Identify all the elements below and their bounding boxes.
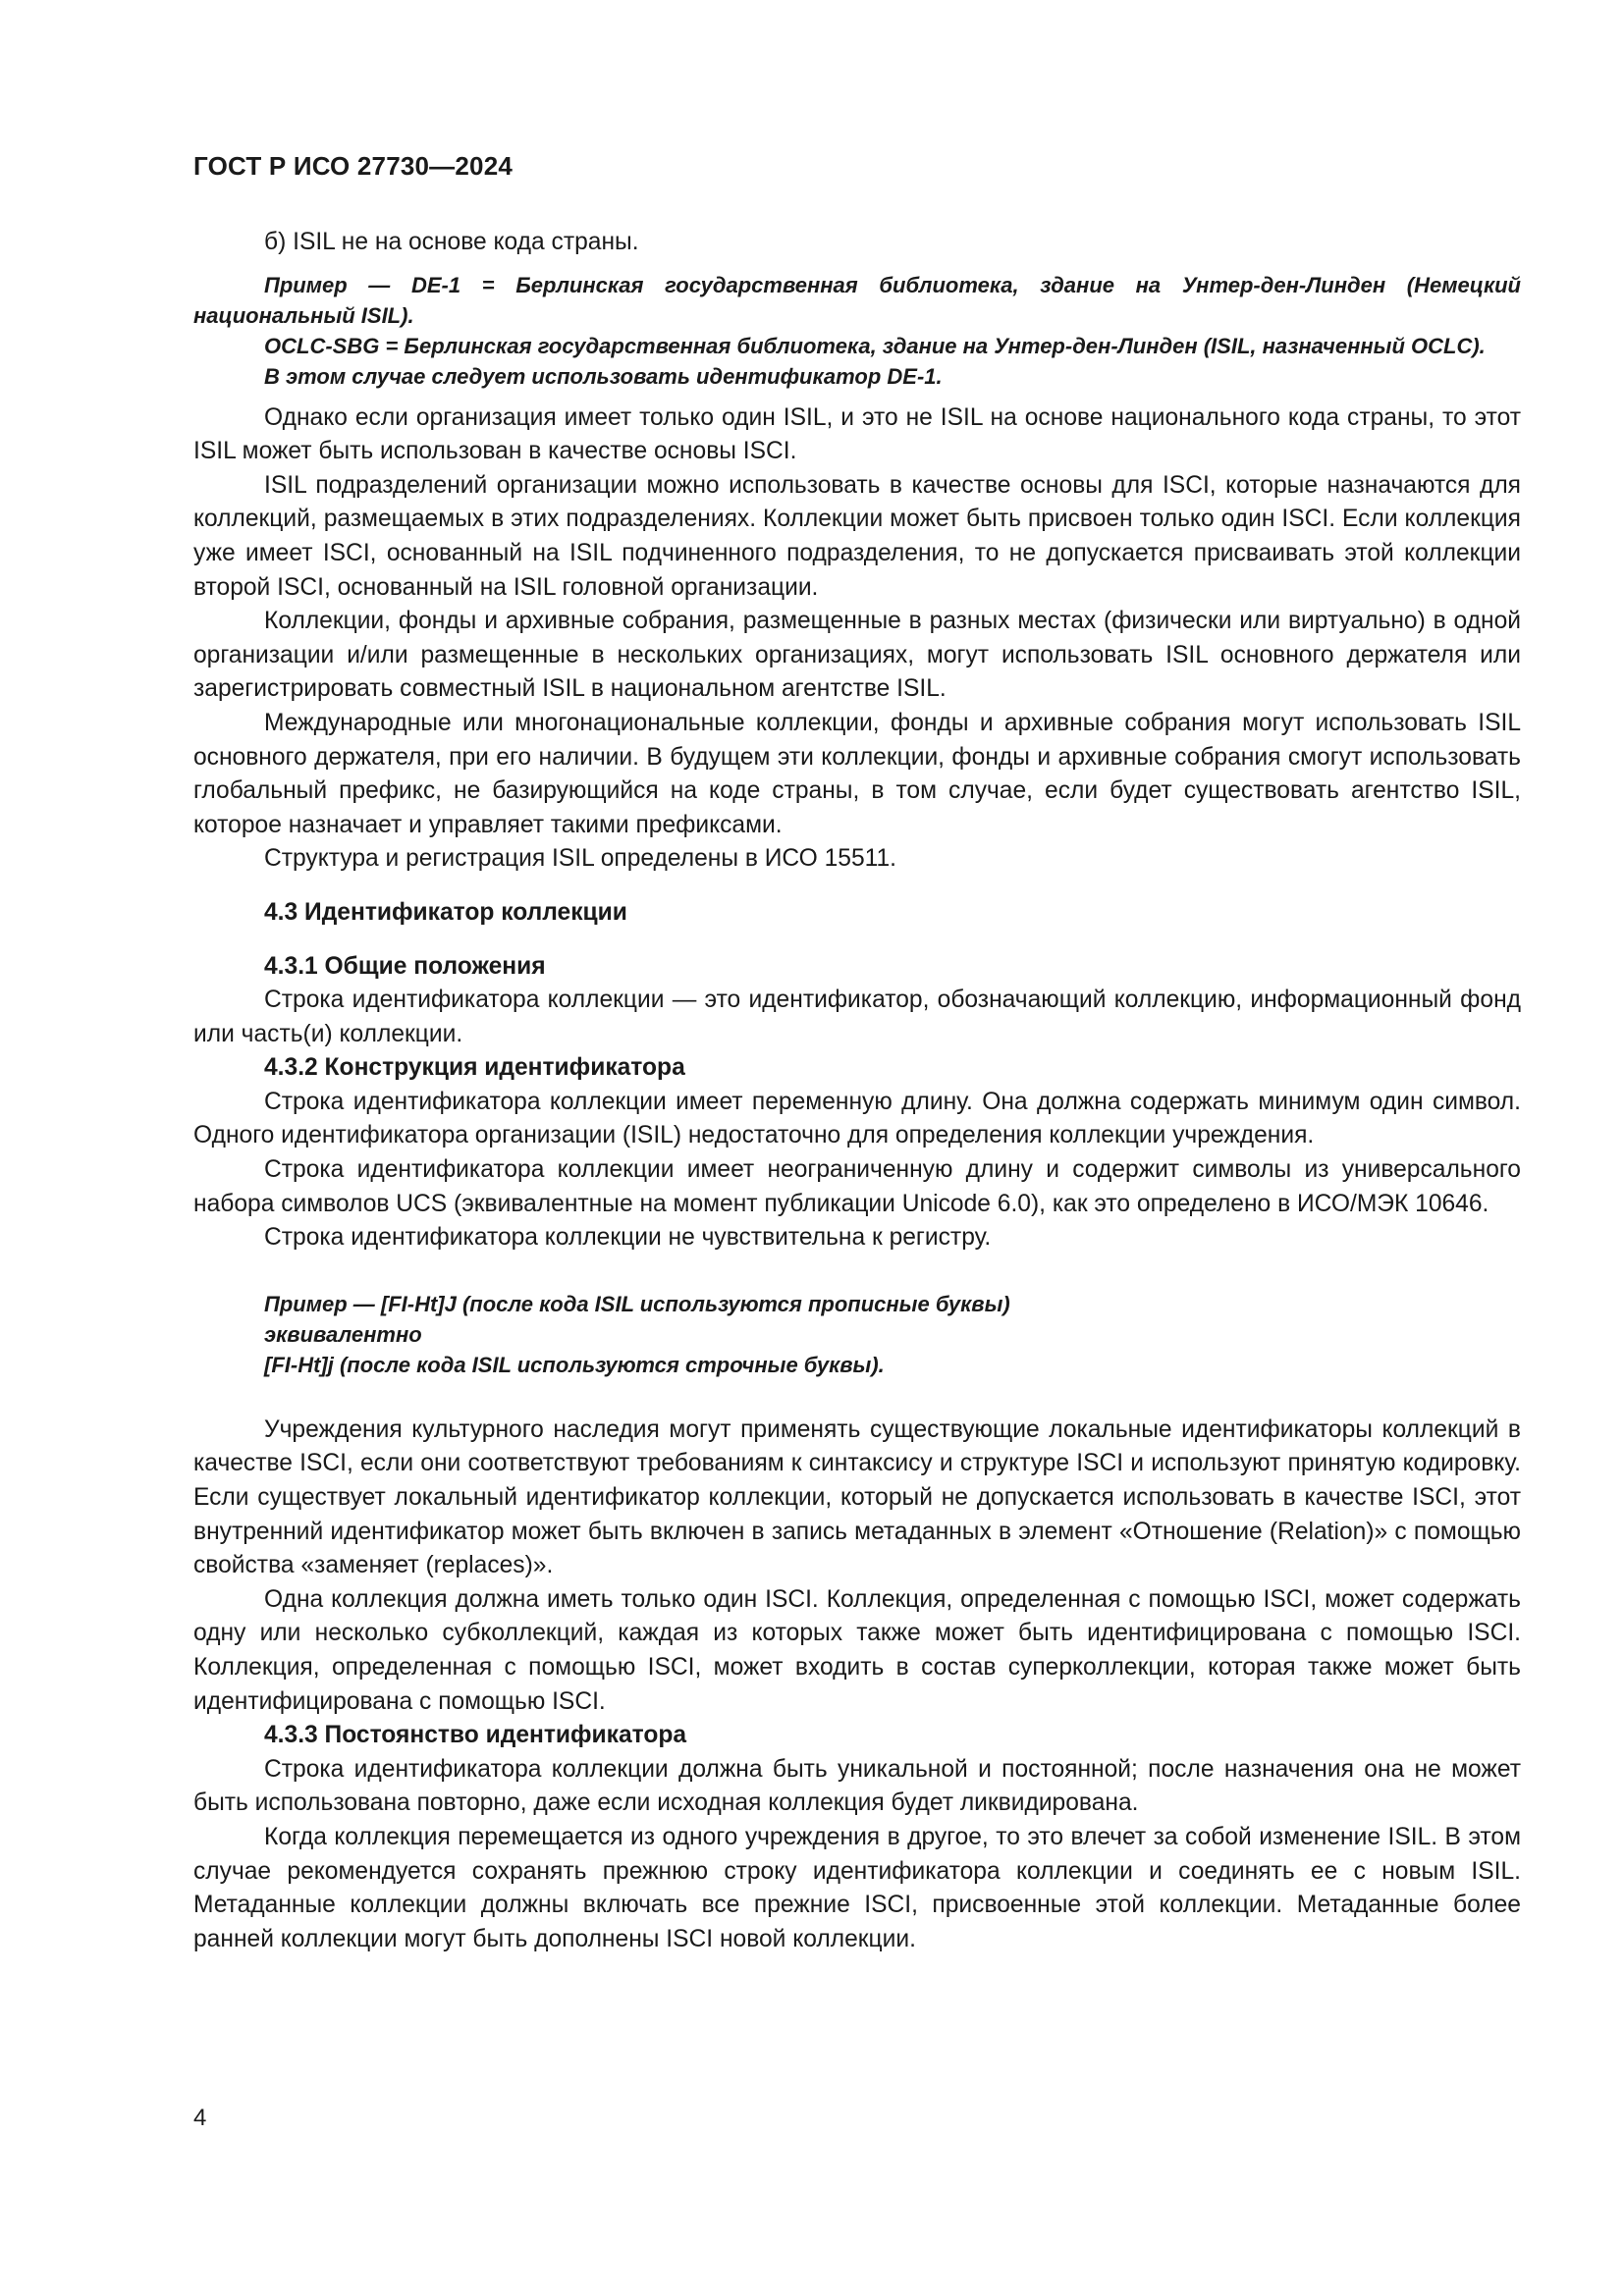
section-heading-4-3: 4.3 Идентификатор коллекции: [264, 898, 627, 926]
paragraph-7: Строка идентификатора коллекции имеет переменную длину. Она должна содержать минимум один символ. Одного идентификатора организации (ISIL) недостаточно для определения коллекции учреждения.: [193, 1088, 1521, 1149]
section-heading-4-3-3: 4.3.3 Постоянство идентификатора: [264, 1722, 687, 1749]
section-heading-4-3-1: 4.3.1 Общие положения: [264, 952, 546, 980]
example-1-line-2: OCLC-SBG = Берлинская государственная библиотека, здание на Унтер-ден-Линден (ISIL, назначенный OCLC).: [264, 333, 1486, 358]
paragraph-3: Коллекции, фонды и архивные собрания, размещенные в разных местах (физически или виртуально) в одной организации и/или размещенные в нескольких организациях, могут использовать ISIL основного держателя или зарегистрировать совместный ISIL в национальном агентстве ISIL.: [193, 608, 1521, 703]
example-1-line-1: Пример — DE-1 = Берлинская государственная библиотека, здание на Унтер-ден-Линден (Немецкий национальный ISIL).: [193, 272, 1521, 328]
example-2-line-2: эквивалентно: [264, 1321, 422, 1347]
page-number: 4: [193, 2105, 207, 2131]
document-header-code: ГОСТ Р ИСО 27730—2024: [193, 151, 514, 181]
paragraph-13: Когда коллекция перемещается из одного учреждения в другое, то это влечет за собой изменение ISIL. В этом случае рекомендуется сохранять прежнюю строку идентификатора коллекции и соединять ее с новым ISIL. Метаданные коллекции должны включать все прежние ISCI, присвоенные этой коллекции. Метаданные более ранней коллекции могут быть дополнены ISCI новой коллекции.: [193, 1823, 1521, 1952]
paragraph-8: Строка идентификатора коллекции имеет неограниченную длину и содержит символы из универсального набора символов UCS (эквивалентные на момент публикации Unicode 6.0), как это определено в ИСО/МЭК 10646.: [193, 1156, 1521, 1217]
example-2-line-3: [FI-Ht]j (после кода ISIL используются строчные буквы).: [264, 1352, 885, 1377]
paragraph-10: Учреждения культурного наследия могут применять существующие локальные идентификаторы коллекций в качестве ISCI, если они соответствуют требованиям к синтаксису и структуре ISCI и используют принятую кодировку. Если существует локальный идентификатор коллекции, который не допускается использовать в качестве ISCI, этот внутренний идентификатор может быть включен в запись метаданных в элемент «Отношение (Relation)» с помощью свойства «заменяет (replaces)».: [193, 1415, 1521, 1579]
paragraph-5: Структура и регистрация ISIL определены в ИСО 15511.: [264, 845, 896, 873]
document-body: [193, 226, 1521, 1956]
paragraph-9: Строка идентификатора коллекции не чувствительна к регистру.: [264, 1224, 992, 1252]
example-1-line-3: В этом случае следует использовать идентификатор DE-1.: [264, 363, 943, 389]
example-block-2: [193, 1289, 1521, 1380]
list-item-b: б) ISIL не на основе кода страны.: [264, 229, 639, 255]
section-heading-4-3-2: 4.3.2 Конструкция идентификатора: [264, 1054, 685, 1082]
paragraph-2: ISIL подразделений организации можно использовать в качестве основы для ISCI, которые назначаются для коллекций, размещаемых в этих подразделениях. Коллекции может быть присвоен только один ISCI. Если коллекция уже имеет ISCI, основанный на ISIL подчиненного подразделения, то не допускается присваивать этой коллекции второй ISCI, основанный на ISIL головной организации.: [193, 471, 1521, 601]
example-2-line-1: Пример — [FI-Ht]J (после кода ISIL используются прописные буквы): [264, 1291, 1010, 1316]
example-block-1: [193, 270, 1521, 392]
paragraph-11: Одна коллекция должна иметь только один ISCI. Коллекция, определенная с помощью ISCI, может содержать одну или несколько субколлекций, каждая из которых также может быть идентифицирована с помощью ISCI. Коллекция, определенная с помощью ISCI, может входить в состав суперколлекции, которая также может быть идентифицирована с помощью ISCI.: [193, 1585, 1521, 1715]
paragraph-6: Строка идентификатора коллекции — это идентификатор, обозначающий коллекцию, информационный фонд или часть(и) коллекции.: [193, 987, 1521, 1047]
paragraph-1: Однако если организация имеет только один ISIL, и это не ISIL на основе национального кода страны, то этот ISIL может быть использован в качестве основы ISCI.: [193, 403, 1521, 465]
paragraph-12: Строка идентификатора коллекции должна быть уникальной и постоянной; после назначения она не может быть использована повторно, даже если исходная коллекция будет ликвидирована.: [193, 1755, 1521, 1817]
paragraph-4: Международные или многонациональные коллекции, фонды и архивные собрания могут использовать ISIL основного держателя, при его наличии. В будущем эти коллекции, фонды и архивные собрания смогут использовать глобальный префикс, не базирующийся на коде страны, в том случае, если будет существовать агентство ISIL, которое назначает и управляет такими префиксами.: [193, 709, 1521, 838]
